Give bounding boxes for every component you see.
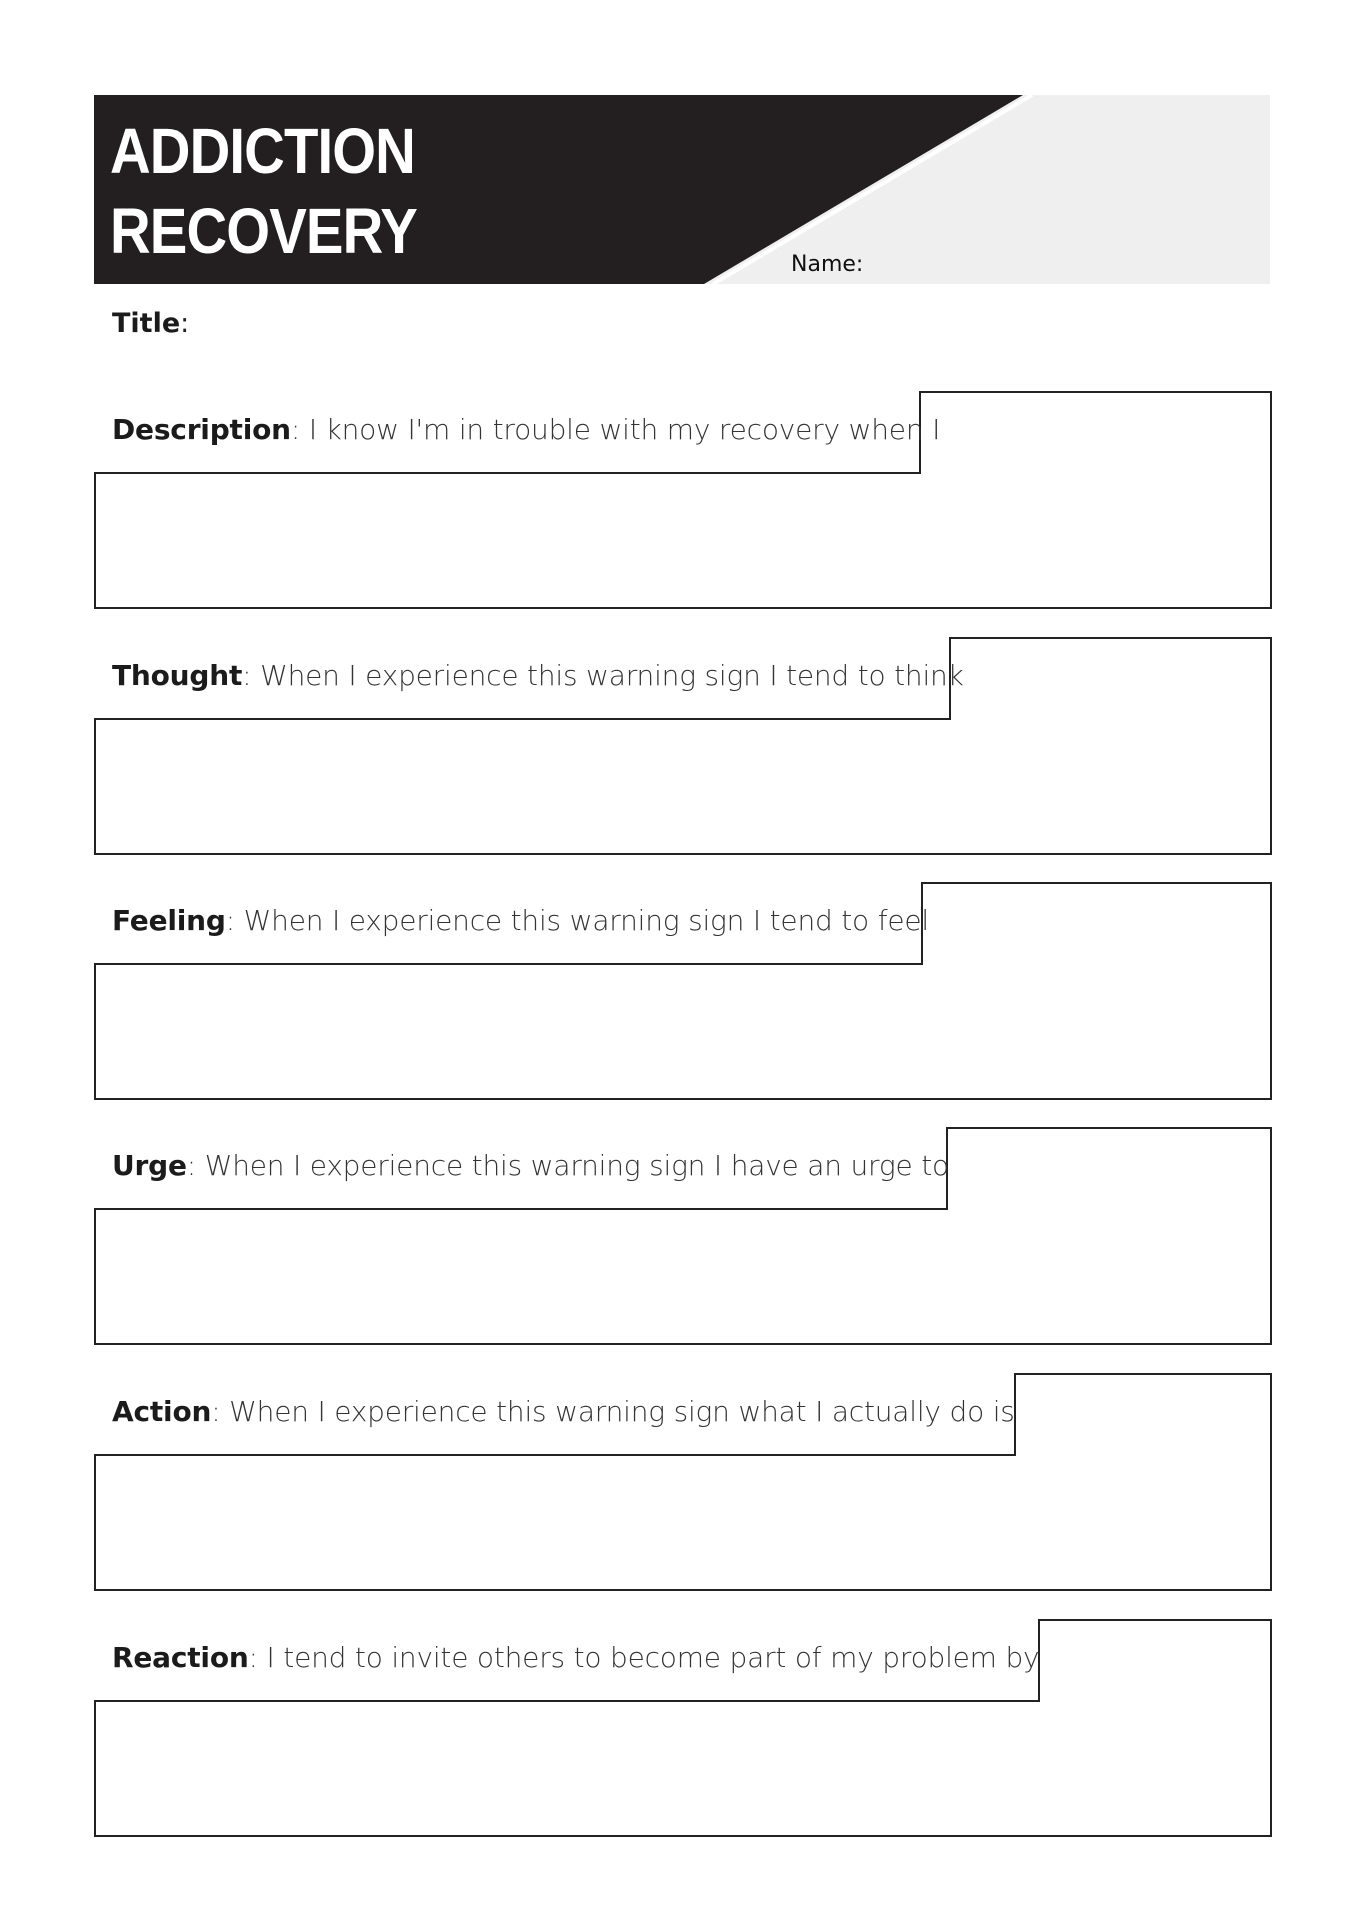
section-prompt	[112, 1149, 949, 1182]
thought-answer-area[interactable]	[96, 721, 1268, 851]
title-label: Title	[112, 308, 181, 339]
section-prompt-text: : When I experience this warning sign I tend to think	[242, 659, 964, 692]
section-prompt-text: : I tend to invite others to become part of my problem by	[248, 1641, 1040, 1674]
section-prompt-text: : When I experience this warning sign I tend to feel	[225, 904, 929, 937]
section-prompt	[112, 904, 929, 937]
action-answer-area[interactable]	[96, 1457, 1268, 1587]
section-feeling	[94, 882, 1272, 1100]
section-action	[94, 1373, 1272, 1591]
feeling-answer-area[interactable]	[96, 966, 1268, 1096]
section-thought	[94, 637, 1272, 855]
title-label-colon: :	[180, 308, 190, 339]
section-prompt-text: : When I experience this warning sign what I actually do is	[211, 1395, 1015, 1428]
section-prompt-text: : When I experience this warning sign I have an urge to	[186, 1149, 949, 1182]
title-field[interactable]	[112, 308, 189, 339]
header-title-line-1: ADDICTION	[110, 115, 415, 187]
section-reaction	[94, 1619, 1272, 1837]
description-answer-area[interactable]	[96, 475, 1268, 605]
section-label: Urge	[112, 1149, 187, 1182]
section-prompt	[112, 1395, 1015, 1428]
header-title-line-2: RECOVERY	[110, 195, 417, 267]
section-label: Reaction	[112, 1641, 249, 1674]
section-label: Action	[112, 1395, 212, 1428]
urge-answer-area[interactable]	[96, 1211, 1268, 1341]
reaction-answer-area[interactable]	[96, 1703, 1268, 1833]
section-label: Thought	[112, 659, 243, 692]
section-prompt	[112, 659, 964, 692]
name-label: Name:	[791, 252, 864, 277]
section-prompt-text: : I know I'm in trouble with my recovery when I	[290, 413, 941, 446]
section-urge	[94, 1127, 1272, 1345]
header-banner	[94, 95, 1270, 284]
section-label: Feeling	[112, 904, 226, 937]
section-description	[94, 391, 1272, 609]
section-prompt	[112, 413, 940, 446]
section-prompt	[112, 1641, 1039, 1674]
section-label: Description	[112, 413, 291, 446]
